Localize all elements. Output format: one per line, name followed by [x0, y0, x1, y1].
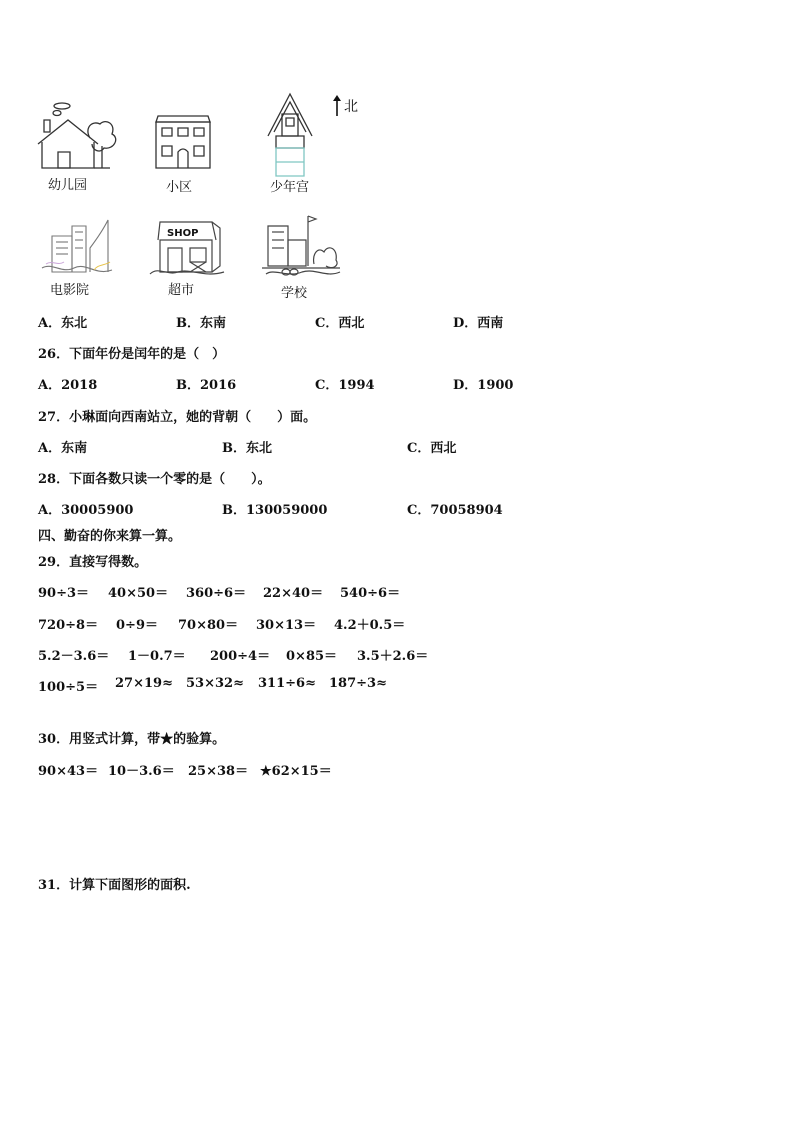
q29-item: 540÷6＝: [340, 586, 401, 601]
q25-option-b[interactable]: B．东南: [176, 316, 226, 331]
shop-sign: SHOP: [167, 228, 199, 239]
q29-item: 90÷3＝: [38, 586, 90, 601]
q27-option-b[interactable]: B．东北: [222, 441, 272, 456]
q29-item: 53×32≈: [186, 676, 244, 691]
place-label: 小区: [166, 180, 193, 195]
place-label: 学校: [281, 286, 308, 301]
place-label: 电影院: [50, 283, 90, 298]
q30-item: 90×43＝: [38, 764, 99, 779]
q29-item: 5.2－3.6＝: [38, 649, 110, 664]
q26-option-d[interactable]: D．1900: [453, 378, 514, 393]
cinema-icon: [40, 218, 116, 278]
q28-option-c[interactable]: C．70058904: [407, 503, 503, 518]
q29-stem: 29．直接写得数。: [38, 555, 148, 570]
north-arrow-icon: [332, 94, 342, 118]
q27-option-a[interactable]: A．东南: [38, 441, 88, 456]
q30-item: 10－3.6＝: [108, 764, 175, 779]
q26-option-c[interactable]: C．1994: [315, 378, 375, 393]
q28-option-a[interactable]: A．30005900: [38, 503, 134, 518]
q27-stem: 27．小琳面向西南站立，她的背朝（ ）面。: [38, 410, 317, 425]
q29-item: 3.5＋2.6＝: [357, 649, 429, 664]
q29-item: 30×13＝: [256, 618, 317, 633]
q28-stem: 28．下面各数只读一个零的是（ ）。: [38, 472, 271, 487]
q29-item: 22×40＝: [263, 586, 324, 601]
youth-palace-icon: [266, 92, 320, 178]
q26-stem: 26．下面年份是闰年的是（ ）: [38, 347, 226, 362]
q29-item: 4.2＋0.5＝: [334, 618, 406, 633]
q27-option-c[interactable]: C．西北: [407, 441, 457, 456]
q29-item: 0÷9＝: [116, 618, 158, 633]
q31-stem: 31．计算下面图形的面积.: [38, 878, 191, 893]
place-label: 幼儿园: [48, 178, 88, 193]
q29-item: 100÷5＝: [38, 680, 99, 695]
q28-option-b[interactable]: B．130059000: [222, 503, 328, 518]
q29-item: 720÷8＝: [38, 618, 99, 633]
q26-option-a[interactable]: A．2018: [38, 378, 98, 393]
school-icon: [262, 212, 342, 280]
section-heading: 四、勤奋的你来算一算。: [38, 529, 182, 544]
q26-option-b[interactable]: B．2016: [176, 378, 237, 393]
kindergarten-icon: [36, 100, 120, 172]
q29-item: 27×19≈: [115, 676, 173, 691]
apartment-icon: [154, 114, 212, 170]
q25-option-d[interactable]: D．西南: [453, 316, 504, 331]
q29-item: 0×85＝: [286, 649, 338, 664]
q29-item: 70×80＝: [178, 618, 239, 633]
q29-item: 40×50＝: [108, 586, 169, 601]
place-label: 少年宫: [270, 180, 310, 195]
q30-item: ★62×15＝: [260, 764, 332, 779]
place-label: 超市: [168, 283, 195, 298]
q25-option-a[interactable]: A．东北: [38, 316, 88, 331]
supermarket-icon: [148, 214, 226, 278]
q29-item: 360÷6＝: [186, 586, 247, 601]
q30-item: 25×38＝: [188, 764, 249, 779]
q29-item: 1－0.7＝: [128, 649, 186, 664]
q29-item: 200÷4＝: [210, 649, 271, 664]
q29-item: 187÷3≈: [329, 676, 387, 691]
north-label: 北: [344, 99, 358, 115]
q25-option-c[interactable]: C．西北: [315, 316, 365, 331]
q30-stem: 30．用竖式计算，带★的验算。: [38, 732, 226, 747]
q29-item: 311÷6≈: [258, 676, 316, 691]
